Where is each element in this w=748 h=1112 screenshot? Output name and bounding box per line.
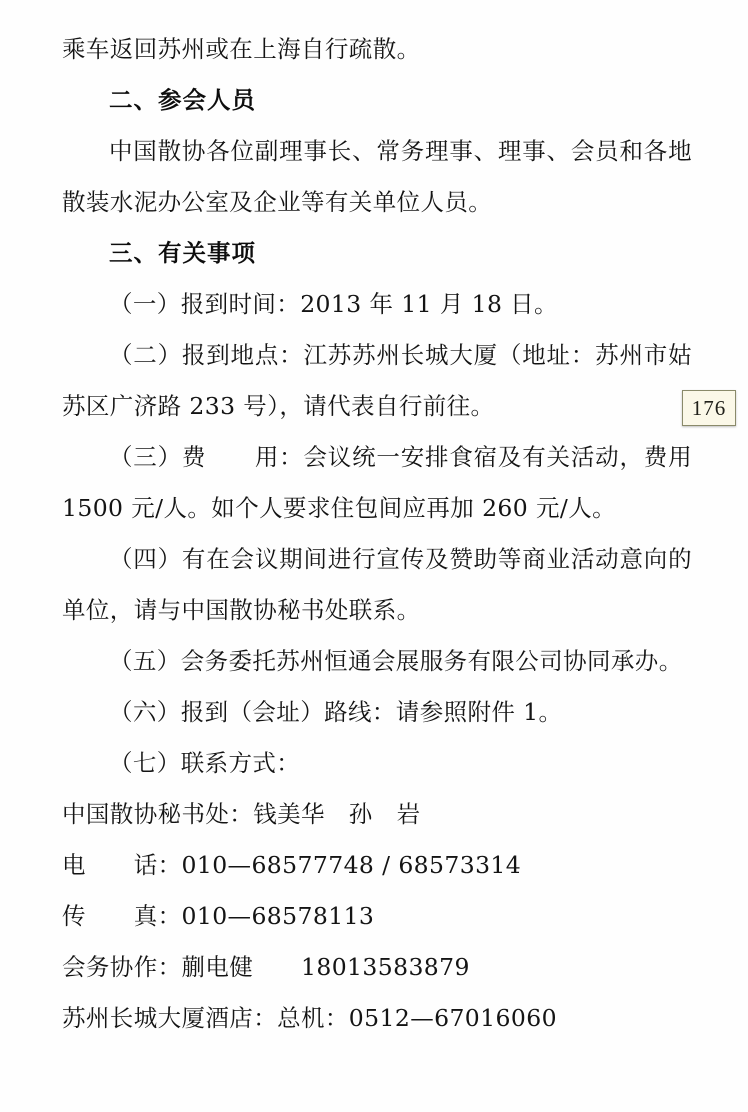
contact-phone: 电 话：010—68577748 / 68573314 [62,851,522,879]
contact-coordination: 会务协作：蒯电健 18013583879 [62,953,470,981]
page-number-label: 176 [691,395,727,420]
contact-secretariat: 中国散协秘书处：钱美华 孙 岩 [62,800,421,828]
paragraph-item-4-sponsorship: （四）有在会议期间进行宣传及赞助等商业活动意向的单位，请与中国散协秘书处联系。 [62,545,692,624]
heading-related-matters: 三、有关事项 [109,239,256,267]
paragraph-item-3-fees: （三）费 用：会议统一安排食宿及有关活动，费用 1500 元/人。如个人要求住包间应再加 260 元/人。 [62,443,700,522]
heading-attendees: 二、参会人员 [109,86,256,114]
paragraph-item-5-organizer: （五）会务委托苏州恒通会展服务有限公司协同承办。 [109,647,683,675]
paragraph-attendees: 中国散协各位副理事长、常务理事、理事、会员和各地散装水泥办公室及企业等有关单位人员。 [62,137,692,216]
paragraph-item-6-route: （六）报到（会址）路线：请参照附件 1。 [109,698,563,726]
paragraph-continued: 乘车返回苏州或在上海自行疏散。 [62,35,421,63]
paragraph-item-2-report-location: （二）报到地点：江苏苏州长城大厦（地址：苏州市姑苏区广济路 233 号），请代表自行前往。 [62,341,692,420]
document-body [62,24,700,1044]
page-number-badge [682,390,736,426]
paragraph-item-7-contact: （七）联系方式： [109,749,301,777]
contact-hotel: 苏州长城大厦酒店：总机：0512—67016060 [62,1004,557,1032]
contact-fax: 传 真：010—68578113 [62,902,375,930]
paragraph-item-1-report-time: （一）报到时间：2013 年 11 月 18 日。 [109,290,558,318]
